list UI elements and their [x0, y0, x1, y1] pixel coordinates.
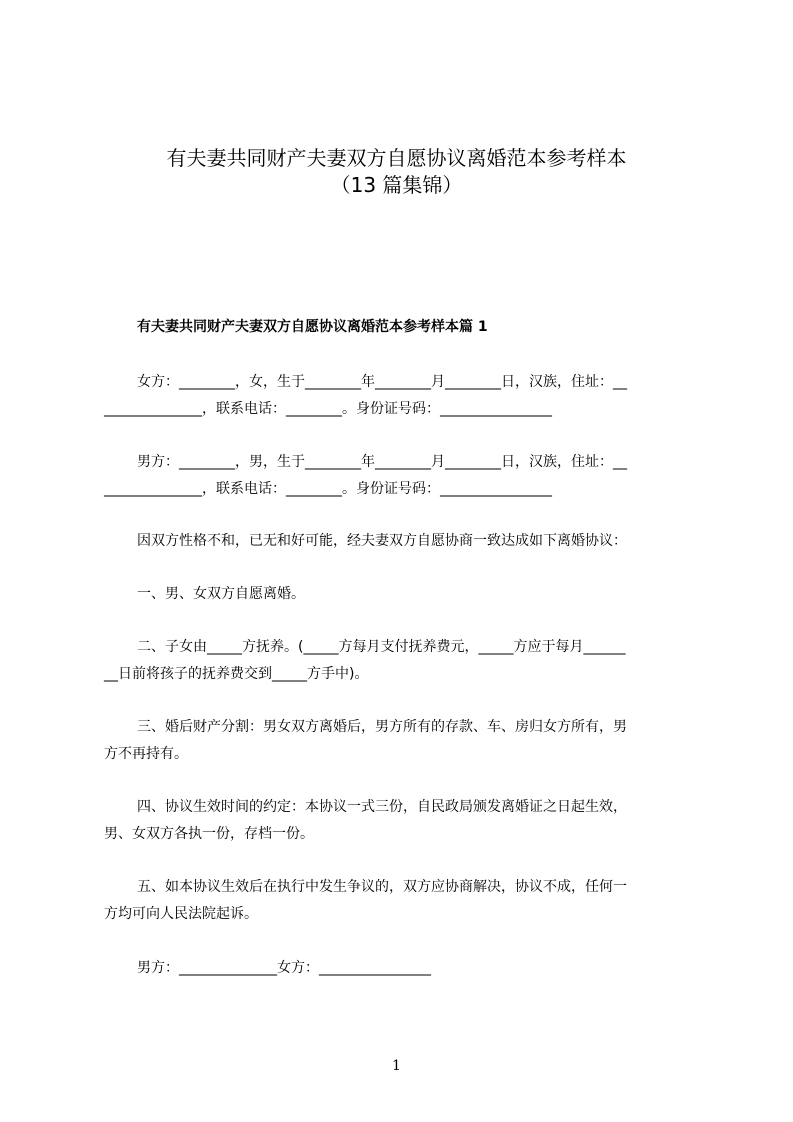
signature-line: 男方：______________女方：________________ [137, 960, 431, 976]
divorce-reason: 因双方性格不和，已无和好可能，经夫妻双方自愿协商一致达成如下离婚协议： [137, 533, 627, 549]
clause-4-line-2: 男、女双方各执一份，存档一份。 [104, 826, 314, 842]
document-title-line-2: （13 篇集锦） [330, 173, 463, 197]
clause-1: 一、男、女双方自愿离婚。 [137, 586, 305, 602]
clause-2-line-1: 二、子女由_____方抚养。(_____方每月支付抚养费元，_____方应于每月______ [137, 639, 626, 655]
wife-info-line-2: ______________，联系电话：________。身份证号码：________________ [104, 401, 552, 417]
wife-info-line-1: 女方：________，女，生于________年________月________日，汉族，住址：__ [137, 374, 627, 390]
husband-info-line-2: ______________，联系电话：________。身份证号码：________________ [104, 481, 552, 497]
page-number: 1 [392, 1058, 401, 1074]
clause-3-line-2: 方不再持有。 [104, 746, 188, 762]
clause-3-line-1: 三、婚后财产分割：男女双方离婚后，男方所有的存款、车、房归女方所有，男 [137, 719, 627, 735]
section-heading: 有夫妻共同财产夫妻双方自愿协议离婚范本参考样本篇 1 [137, 319, 488, 335]
clause-5-line-1: 五、如本协议生效后在执行中发生争议的，双方应协商解决，协议不成，任何一 [137, 879, 627, 895]
document-title-line-1: 有夫妻共同财产夫妻双方自愿协议离婚范本参考样本 [166, 146, 627, 170]
husband-info-line-1: 男方：________，男，生于________年________月________日，汉族，住址：__ [137, 454, 627, 470]
clause-4-line-1: 四、协议生效时间的约定：本协议一式三份，自民政局颁发离婚证之日起生效， [137, 799, 627, 815]
clause-2-line-2: __日前将孩子的抚养费交到_____方手中)。 [104, 666, 369, 682]
clause-5-line-2: 方均可向人民法院起诉。 [104, 906, 258, 922]
